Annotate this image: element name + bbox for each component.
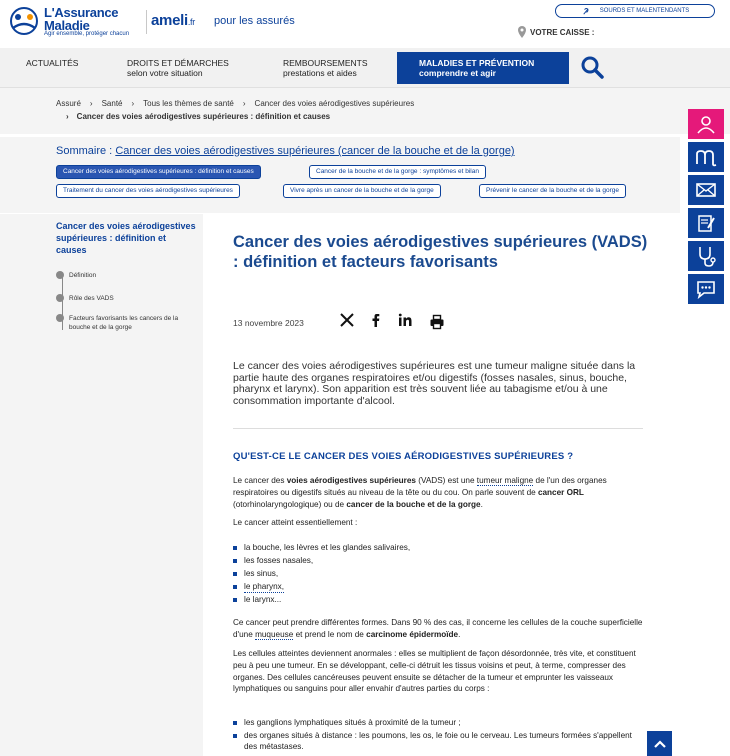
ameli-word: ameli xyxy=(151,12,188,29)
article-date: 13 novembre 2023 xyxy=(233,318,304,328)
toc-dot xyxy=(56,314,64,322)
main-nav xyxy=(0,48,730,88)
section-heading: QU'EST-CE LE CANCER DES VOIES AÉRODIGESTIVES SUPÉRIEURES ? xyxy=(233,451,574,462)
audience-label[interactable]: pour les assurés xyxy=(214,15,295,27)
bullet xyxy=(233,734,237,738)
caisse-label: VOTRE CAISSE : xyxy=(530,27,595,37)
sommaire-chip-vivre-apres[interactable]: Vivre après un cancer de la bouche et de la gorge xyxy=(283,184,441,198)
logo-line1: L'Assurance xyxy=(44,5,119,20)
sommaire-link[interactable]: Cancer des voies aérodigestives supérieures (cancer de la bouche et de la gorge) xyxy=(115,145,515,157)
toc-label: Définition xyxy=(69,272,97,279)
bullet xyxy=(233,585,237,589)
chat-icon xyxy=(695,279,717,299)
toc-item-definition[interactable] xyxy=(56,271,96,280)
ameli-logo[interactable] xyxy=(151,12,195,29)
divider xyxy=(233,428,643,429)
x-twitter-icon[interactable] xyxy=(339,312,355,328)
article-lead: Le cancer des voies aérodigestives supérieures est une tumeur maligne située dans la partie haute des organes respiratoires et/ou digestifs (fosses nasales, sinus, bouche, pharynx et larynx). Son apparition est très souvent liée au tabagisme et/ou à une consommation importante d'alcool. xyxy=(233,360,636,407)
header-divider xyxy=(146,10,147,34)
sommaire-label: Sommaire : xyxy=(56,145,113,157)
nav-actualites[interactable] xyxy=(26,58,78,68)
article-title: Cancer des voies aérodigestives supérieures (VADS) : définition et facteurs favorisants xyxy=(233,233,648,271)
paragraph-cellules: Les cellules atteintes deviennent anormales : elles se multiplient de façon désordonnée, très vite, et constituent peu à peu une tumeur. En se développant, celle-ci détruit les tissus voisins et peut, à terme, compresser des organes. Des cellules cancéreuses peuvent ensuite se détacher de la tumeur et emprunter les vaisseaux lymphatiques ou sanguins pour aller envahir d'autres parties du corps : xyxy=(233,649,636,694)
nav-sublabel: comprendre et agir xyxy=(419,68,496,78)
paragraph-atteint: Le cancer atteint essentiellement : xyxy=(233,518,358,527)
sommaire-chip-traitement[interactable]: Traitement du cancer des voies aérodigestives supérieures xyxy=(56,184,240,198)
breadcrumb-item[interactable]: Assuré xyxy=(56,99,81,108)
print-icon[interactable] xyxy=(429,314,445,330)
toc-label: Facteurs favorisants les cancers de la bouche et de la gorge xyxy=(69,315,179,331)
sidebar-title: Cancer des voies aérodigestives supérieures : définition et causes xyxy=(56,221,196,255)
sourds-button[interactable] xyxy=(555,4,715,18)
bullet xyxy=(233,546,237,550)
link-tumeur-maligne[interactable]: tumeur maligne xyxy=(476,476,534,485)
list-item: les fosses nasales, xyxy=(233,555,643,566)
sommaire-chip-prevenir[interactable]: Prévenir le cancer de la bouche et de la gorge xyxy=(479,184,626,198)
toc-dot xyxy=(56,294,64,302)
list-item: la bouche, les lèvres et les glandes salivaires, xyxy=(233,542,643,553)
nav-label: ACTUALITÉS xyxy=(26,58,79,68)
breadcrumb-sep: › xyxy=(242,99,246,108)
breadcrumb-sep: › xyxy=(131,99,135,108)
sommaire-chip-definition[interactable]: Cancer des voies aérodigestives supérieures : définition et causes xyxy=(56,165,261,179)
toc-dot xyxy=(56,271,64,279)
link-muqueuse[interactable]: muqueuse xyxy=(255,629,294,639)
sourds-label: SOURDS ET MALENTENDANTS xyxy=(599,8,690,14)
logo-text[interactable] xyxy=(44,6,118,32)
facebook-icon[interactable] xyxy=(368,312,384,328)
paragraph-definition: Le cancer des voies aérodigestives supérieures (VADS) est une tumeur maligne de l'un des organes respiratoires ou digestifs situés au niveau de la tête ou du cou. On parle souvent de cancer ORL (otorhinolaryngologique) ou de cancer de la bouche et de la gorge. xyxy=(233,476,607,509)
logo-mark-icon[interactable] xyxy=(6,6,42,36)
breadcrumb xyxy=(0,88,730,134)
account-button[interactable] xyxy=(688,109,724,139)
ameli-compte-button[interactable] xyxy=(688,142,724,172)
ear-icon xyxy=(581,7,590,16)
link-pharynx[interactable]: le pharynx, xyxy=(244,582,285,591)
breadcrumb-item[interactable]: Tous les thèmes de santé xyxy=(143,99,234,108)
formulaire-button[interactable] xyxy=(688,208,724,238)
sommaire-chip-symptomes[interactable]: Cancer de la bouche et de la gorge : symptômes et bilan xyxy=(309,165,486,179)
logo-tagline: Agir ensemble, protéger chacun xyxy=(44,31,130,37)
list-item: des organes situés à distance : les poumons, les os, le foie ou le cerveau. Les tumeurs formées s'appellent des métastases. xyxy=(233,730,643,752)
list-item: les sinus, xyxy=(233,568,643,579)
nav-label: DROITS ET DÉMARCHES xyxy=(127,58,229,68)
list-item: le larynx... xyxy=(233,594,643,605)
form-icon xyxy=(696,213,716,233)
breadcrumb-sep: › xyxy=(66,112,69,121)
search-icon[interactable] xyxy=(579,54,605,80)
sidebar xyxy=(0,214,203,756)
toc-item-role[interactable] xyxy=(56,294,114,303)
bullet xyxy=(233,572,237,576)
caisse-selector[interactable] xyxy=(517,26,594,38)
sommaire-panel xyxy=(0,137,680,213)
ameli-m-icon xyxy=(695,147,717,167)
user-icon xyxy=(696,114,716,134)
chevron-up-icon xyxy=(653,739,667,749)
nav-maladies[interactable] xyxy=(397,52,569,84)
nav-remboursements[interactable] xyxy=(283,58,368,78)
breadcrumb-item[interactable]: Cancer des voies aérodigestives supérieures xyxy=(254,99,415,108)
sante-button[interactable] xyxy=(688,241,724,271)
mail-icon xyxy=(695,181,717,199)
sommaire-title xyxy=(56,145,515,157)
location-pin-icon xyxy=(517,26,527,38)
toc-item-facteurs[interactable] xyxy=(56,314,181,332)
chat-button[interactable] xyxy=(688,274,724,304)
messagerie-button[interactable] xyxy=(688,175,724,205)
nav-sublabel: selon votre situation xyxy=(127,68,203,78)
list-item xyxy=(233,581,643,593)
nav-droits[interactable] xyxy=(127,58,229,78)
list-item: les ganglions lymphatiques situés à proximité de la tumeur ; xyxy=(233,717,643,728)
back-to-top-button[interactable] xyxy=(647,731,672,756)
paragraph-formes: Ce cancer peut prendre différentes formes. Dans 90 % des cas, il concerne les cellules de la couche superficielle d'une muqueuse et prend le nom de carcinome épidermoïde. xyxy=(233,618,643,639)
breadcrumb-item[interactable]: Santé xyxy=(101,99,123,108)
breadcrumb-sep: › xyxy=(89,99,93,108)
breadcrumb-current: Cancer des voies aérodigestives supérieures : définition et causes xyxy=(76,112,331,121)
nav-label: REMBOURSEMENTS xyxy=(283,58,368,68)
stethoscope-icon xyxy=(696,245,716,267)
nav-label: MALADIES ET PRÉVENTION xyxy=(419,58,535,68)
ameli-suffix: .fr xyxy=(187,17,195,27)
linkedin-icon[interactable] xyxy=(397,312,413,328)
site-header xyxy=(0,0,730,48)
nav-sublabel: prestations et aides xyxy=(283,68,357,78)
logo-line2: Maladie xyxy=(44,18,90,33)
bullet xyxy=(233,721,237,725)
toc-label: Rôle des VADS xyxy=(69,295,114,302)
bullet xyxy=(233,559,237,563)
bullet xyxy=(233,598,237,602)
